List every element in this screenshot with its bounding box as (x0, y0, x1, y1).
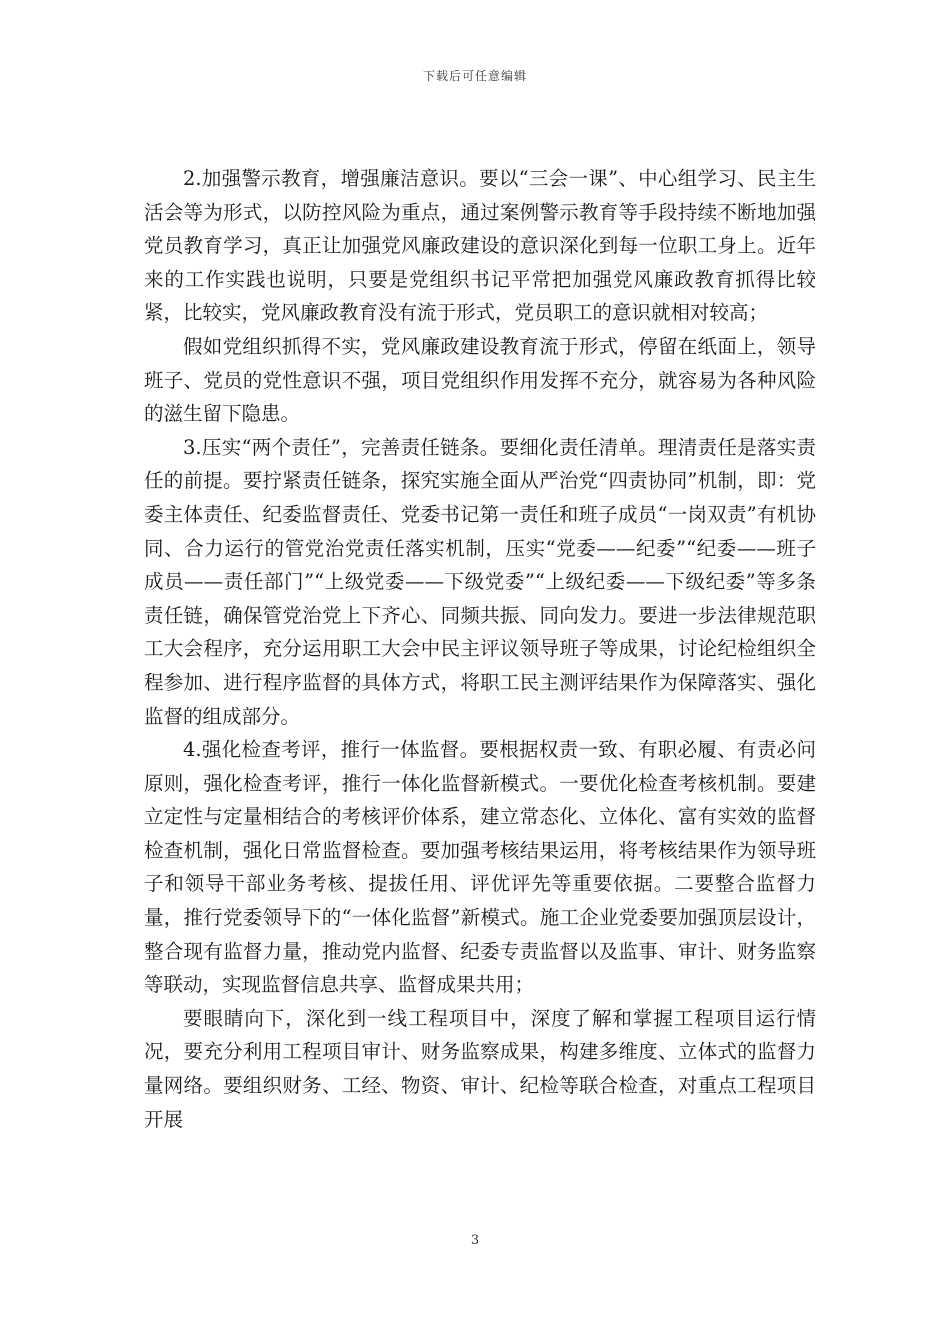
page-number: 3 (470, 1233, 480, 1248)
paragraph-warning-education: 2.加强警示教育，增强廉洁意识。要以“三会一课”、中心组学习、民主生活会等为形式，以防控风险为重点，通过案例警示教育等手段持续不断地加强党员教育学习，真正让加强党风廉政建设的意识深化到每一位职工身上。近年来的工作实践也说明，只要是党组织书记平常把加强党风廉政教育抓得比较紧，比较实，党风廉政教育没有流于形式，党员职工的意识就相对较高； (144, 167, 816, 325)
paragraph-two-responsibilities: 3.压实“两个责任”，完善责任链条。要细化责任清单。理清责任是落实责任的前提。要拧紧责任链条，探究实施全面从严治党“四责协同”机制，即：党委主体责任、纪委监督责任、党委书记第一责任和班子成员“一岗双责”有机协同、合力运行的管党治党责任落实机制，压实“党委——纪委”“纪委——班子成员——责任部门”“上级党委——下级党委”“上级纪委——下级纪委”等多条责任链，确保管党治党上下齐心、同频共振、同向发力。要进一步法律规范职工大会程序，充分运用职工大会中民主评议领导班子等成果，讨论纪检组织全程参加、进行程序监督的具体方式，将职工民主测评结果作为保障落实、强化监督的组成部分。 (144, 435, 816, 728)
document-body (144, 162, 816, 1136)
page-header: 下载后可任意编辑 (422, 69, 527, 83)
paragraph-supervision-gaps: 假如党组织抓得不实，党风廉政建设教育流于形式，停留在纸面上，领导班子、党员的党性意识不强，项目党组织作用发挥不充分，就容易为各种风险的滋生留下隐患。 (144, 334, 816, 426)
paragraph-frontline-projects: 要眼睛向下，深化到一线工程项目中，深度了解和掌握工程项目运行情况，要充分利用工程项目审计、财务监察成果，构建多维度、立体式的监督力量网络。要组织财务、工经、物资、审计、纪检等联合检查，对重点工程项目开展 (144, 1006, 816, 1131)
paragraph-inspection-evaluation: 4.强化检查考评，推行一体监督。要根据权责一致、有职必履、有责必问原则，强化检查考评，推行一体化监督新模式。一要优化检查考核机制。要建立定性与定量相结合的考核评价体系，建立常态化、立体化、富有实效的监督检查机制，强化日常监督检查。要加强考核结果运用，将考核结果作为领导班子和领导干部业务考核、提拔任用、评优评先等重要依据。二要整合监督力量，推行党委领导下的“一体化监督”新模式。施工企业党委要加强顶层设计，整合现有监督力量，推动党内监督、纪委专责监督以及监事、审计、财务监察等联动，实现监督信息共享、监督成果共用； (144, 738, 816, 997)
